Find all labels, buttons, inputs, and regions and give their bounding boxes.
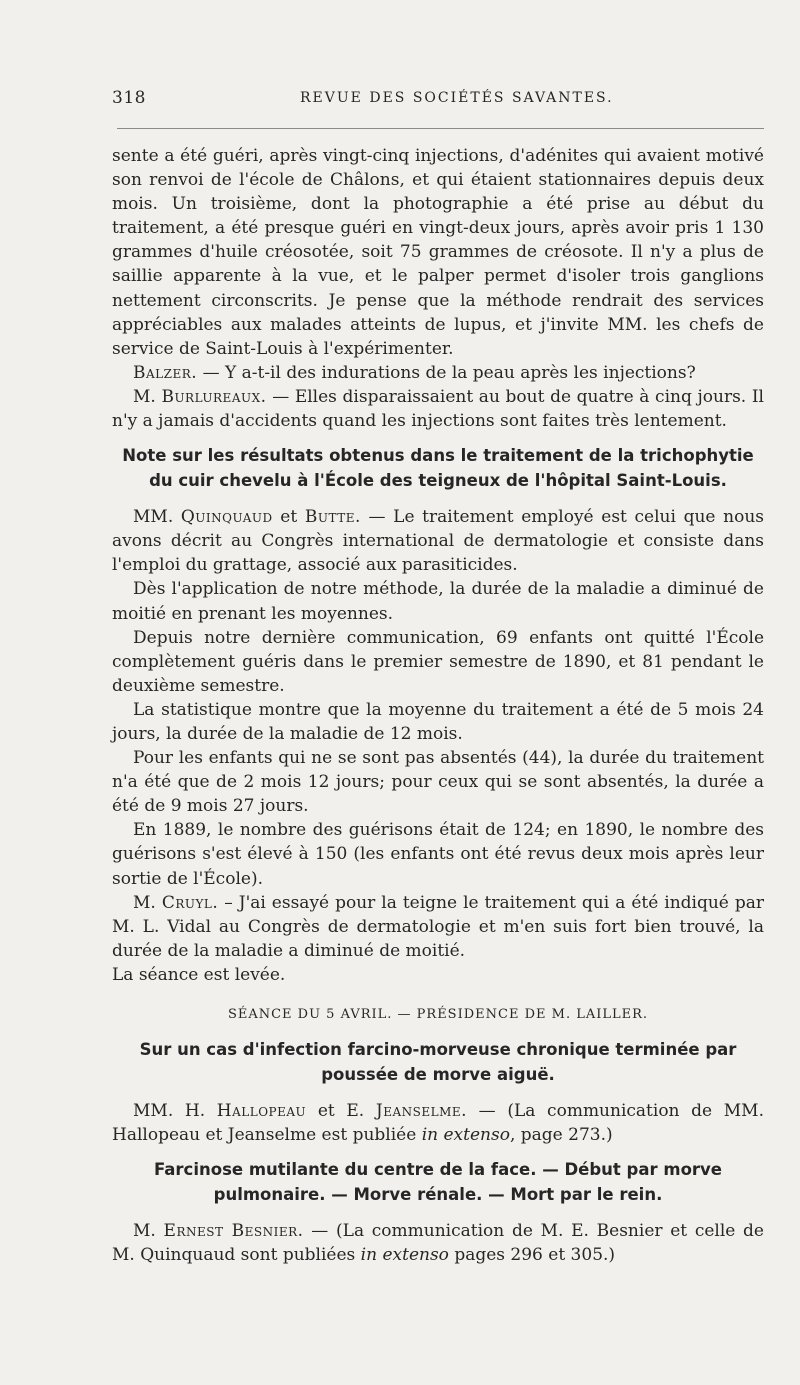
paragraph-3 [112, 385, 764, 433]
speaker-name: Ernest Besnier. [163, 1221, 304, 1242]
speaker-name: Cruyl. [161, 892, 219, 913]
paragraph-11: La séance est levée. [112, 964, 286, 985]
paragraph-2 [112, 361, 764, 385]
paragraph-text: — Elles disparaissaient au bout de quatre à cinq jours. Il n'y a jamais d'accidents quand les injections sont faites très lentement. [112, 386, 764, 432]
paragraph-text: — (La communication de MM. Hallopeau et Jeanselme est publiée [112, 1101, 764, 1146]
paragraph-5: Dès l'application de notre méthode, la durée de la maladie a diminué de moitié en prenant les moyennes. [112, 579, 764, 624]
paragraph-12 [112, 1099, 764, 1147]
speaker-prefix: MM. H. [133, 1101, 217, 1122]
page-number: 318 [112, 88, 146, 108]
paragraph-7: La statistique montre que la moyenne du traitement a été de 5 mois 24 jours, la durée de la maladie de 12 mois. [112, 699, 764, 744]
paragraph-9: En 1889, le nombre des guérisons était de 124; en 1890, le nombre des guérisons s'est élevé à 150 (les enfants ont été revus deux mois après leur sortie de l'École). [112, 820, 764, 889]
section-title-3: Farcinose mutilante du centre de la face. — Début par morve pulmonaire. — Morve rénale. — Mort par le rein. [153, 1160, 722, 1205]
speaker-name: Jeanselme. [375, 1101, 468, 1122]
seance-heading: SÉANCE DU 5 AVRIL. — PRÉSIDENCE DE M. LAILLER. [227, 1007, 649, 1022]
paragraph-8: Pour les enfants qui ne se sont pas absentés (44), la durée du traitement n'a été que de 2 mois 12 jours; pour ceux qui se sont absentés, la durée a été de 9 mois 27 jours. [112, 748, 764, 817]
section-title-2: Sur un cas d'infection farcino-morveuse chronique terminée par poussée de morve aiguë. [139, 1040, 737, 1085]
header-rule [117, 128, 764, 129]
speaker-prefix: MM. [133, 507, 181, 528]
speaker-name: Balzer. [133, 362, 198, 383]
paragraph-text: — Le traitement employé est celui que nous avons décrit au Congrès international de dermatologie et consiste dans l'emploi du grattage, associé aux parasiticides. [112, 507, 764, 576]
paragraph-13 [112, 1219, 764, 1267]
paragraph-text: – J'ai essayé pour la teigne le traitement qui a été indiqué par M. L. Vidal au Congrès de dermatologie et m'en suis fort bien trouvé, la durée de la maladie a diminué de moitié. [112, 892, 764, 961]
running-title: REVUE DES SOCIÉTÉS SAVANTES. [300, 90, 614, 106]
conjunction: et E. [306, 1101, 376, 1122]
paragraph-6: Depuis notre dernière communication, 69 enfants ont quitté l'École complètement guéris dans le premier semestre de 1890, et 81 pendant le deuxième semestre. [112, 627, 764, 696]
page-body [112, 144, 764, 1267]
speaker-prefix: M. [133, 1221, 164, 1242]
italic-text: in extenso [421, 1125, 510, 1146]
speaker-prefix: M. [133, 386, 162, 407]
speaker-name: Butte. [304, 507, 361, 528]
section-title-1: Note sur les résultats obtenus dans le traitement de la trichophytie du cuir chevelu à l'École des teigneux de l'hôpital Saint-Louis. [122, 446, 754, 491]
paragraph-4 [112, 505, 764, 577]
paragraph-text: — (La communication de M. E. Besnier et celle de M. Quinquaud sont publiées [112, 1221, 764, 1266]
paragraph-text: pages 296 et 305.) [448, 1245, 616, 1266]
speaker-name: Burlureaux. [161, 386, 267, 407]
paragraph-10 [112, 891, 764, 963]
paragraph-text: — Y a-t-il des indurations de la peau après les injections? [197, 362, 696, 383]
conjunction: et [272, 507, 305, 528]
paragraph-text: , page 273.) [509, 1125, 613, 1146]
paragraph-1: sente a été guéri, après vingt-cinq injections, d'adénites qui avaient motivé son renvoi de l'école de Châlons, et qui étaient stationnaires depuis deux mois. Un troisième, dont la photographie a été prise au début du traitement, a été presque guéri en vingt-deux jours, après avoir pris 1 130 grammes d'huile créosotée, soit 75 grammes de créosote. Il n'y a plus de saillie apparente à la vue, et le palper permet d'isoler trois ganglions nettement circonscrits. Je pense que la méthode rendrait des services appréciables aux malades atteints de lupus, et j'invite MM. les chefs de service de Saint-Louis à l'expérimenter. [112, 146, 764, 359]
speaker-prefix: M. [133, 892, 162, 913]
speaker-name: Quinquaud [180, 507, 273, 528]
speaker-name: Hallopeau [216, 1101, 307, 1122]
italic-text: in extenso [360, 1245, 449, 1266]
